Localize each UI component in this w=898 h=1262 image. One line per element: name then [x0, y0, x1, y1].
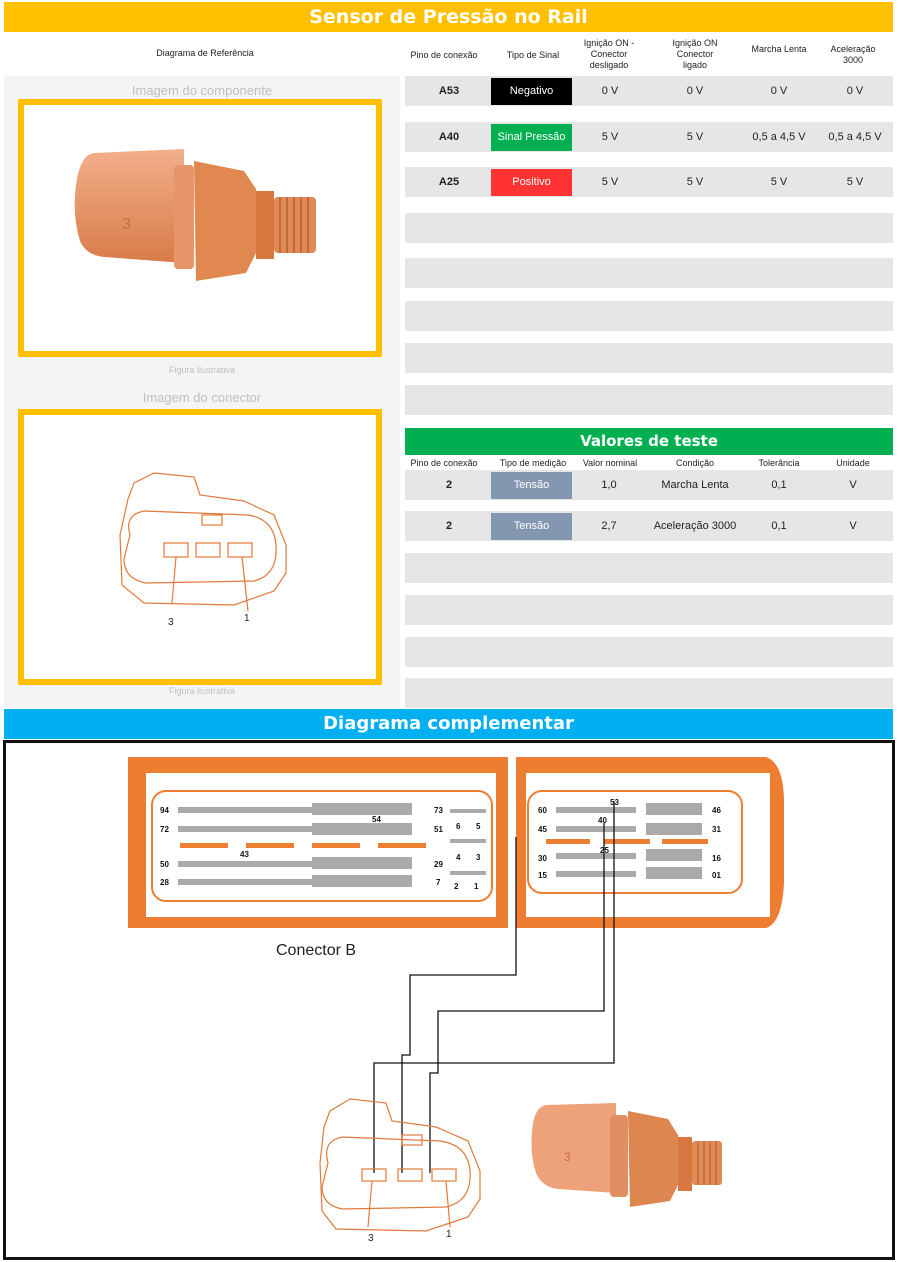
- ecu-pin-50: 50: [160, 860, 169, 869]
- test-header-unit: Unidade: [836, 458, 870, 468]
- ecu-pin-5: 5: [476, 822, 481, 831]
- ecu-pin-1: 1: [474, 882, 479, 891]
- header-ign-on: Ignição ON Conector ligado: [672, 38, 718, 70]
- signal-badge: Sinal Pressão: [491, 124, 572, 151]
- ecu-pin-53: 53: [610, 798, 619, 807]
- condition-cell: Marcha Lenta: [661, 479, 729, 491]
- accel-cell: 5 V: [846, 176, 864, 188]
- component-image-frame: [18, 99, 382, 357]
- test-row: [405, 470, 893, 500]
- ecu-pin-40: 40: [598, 816, 607, 825]
- unit-cell: V: [849, 520, 857, 532]
- test-header-pin: Pino de conexão: [410, 458, 478, 468]
- idle-cell: 5 V: [770, 176, 788, 188]
- ecu-pin-45: 45: [538, 825, 547, 834]
- ign-on-cell: 0 V: [686, 85, 704, 97]
- ecu-pin-54: 54: [372, 815, 381, 824]
- header-accel: Aceleração 3000: [830, 44, 876, 65]
- connector-b-label: Conector B: [276, 942, 357, 959]
- ecu-pin-15: 15: [538, 871, 547, 880]
- header-signal-type: Tipo de Sinal: [506, 50, 560, 60]
- ecu-pin-46: 46: [712, 806, 721, 815]
- empty-row: [405, 595, 893, 625]
- header-diagram-ref: Diagrama de Referência: [156, 48, 254, 58]
- connector-drawing: [24, 415, 376, 679]
- pin-cell: A53: [438, 85, 460, 97]
- header-pin: Pino de conexão: [410, 50, 478, 60]
- ign-on-cell: 5 V: [686, 176, 704, 188]
- ecu-pin-51: 51: [434, 825, 443, 834]
- ecu-pin-01: 01: [712, 871, 721, 880]
- ecu-pin-3: 3: [476, 853, 481, 862]
- ign-on-cell: 5 V: [686, 131, 704, 143]
- ecu-pin-4: 4: [456, 853, 461, 862]
- ign-off-cell: 5 V: [601, 176, 619, 188]
- ecu-pin-2: 2: [454, 882, 459, 891]
- ecu-pin-7: 7: [436, 878, 441, 887]
- ecu-pin-94: 94: [160, 806, 169, 815]
- test-header-nominal: Valor nominal: [582, 458, 638, 468]
- test-header-tolerance: Tolerância: [758, 458, 800, 468]
- page-title: Sensor de Pressão no Rail: [4, 2, 893, 32]
- pin-cell: A40: [438, 131, 460, 143]
- ecu-pin-60: 60: [538, 806, 547, 815]
- accel-cell: 0,5 a 4,5 V: [828, 131, 882, 143]
- signal-badge: Negativo: [491, 78, 572, 105]
- header-idle: Marcha Lenta: [751, 44, 807, 54]
- empty-row: [405, 678, 893, 708]
- connector-pin-1-label: 1: [244, 613, 250, 624]
- pin-row: [405, 167, 893, 197]
- connector-pin-3-label: 3: [168, 617, 174, 628]
- test-row: [405, 511, 893, 541]
- ecu-pin-16: 16: [712, 854, 721, 863]
- empty-row: [405, 301, 893, 331]
- connector-caption: Imagem do conector: [142, 390, 262, 405]
- connector-figure-caption: Figura ilustrativa: [168, 686, 236, 696]
- ecu-pin-6: 6: [456, 822, 461, 831]
- test-header-type: Tipo de medição: [499, 458, 567, 468]
- test-pin-cell: 2: [445, 479, 453, 491]
- connector-image-frame: [18, 409, 382, 685]
- empty-row: [405, 385, 893, 415]
- test-pin-cell: 2: [445, 520, 453, 532]
- nominal-cell: 1,0: [601, 479, 617, 491]
- test-header-condition: Condição: [675, 458, 715, 468]
- sensor-photo: [532, 1103, 723, 1207]
- nominal-cell: 2,7: [601, 520, 617, 532]
- ecu-pin-29: 29: [434, 860, 443, 869]
- ecu-pin-25: 25: [600, 846, 609, 855]
- component-figure-caption: Figura ilustrativa: [168, 365, 236, 375]
- ign-off-cell: 5 V: [601, 131, 619, 143]
- test-values-title: Valores de teste: [405, 428, 893, 455]
- svg-text:3: 3: [564, 1150, 571, 1164]
- accel-cell: 0 V: [846, 85, 864, 97]
- idle-cell: 0 V: [770, 85, 788, 97]
- wiring-diagram: [3, 740, 895, 1260]
- empty-row: [405, 553, 893, 583]
- signal-badge: Positivo: [491, 169, 572, 196]
- pin-row: [405, 76, 893, 106]
- header-ign-off: Ignição ON - Conector desligado: [583, 38, 635, 70]
- tolerance-cell: 0,1: [771, 479, 787, 491]
- ecu-pin-30: 30: [538, 854, 547, 863]
- svg-text:3: 3: [122, 216, 131, 233]
- pressure-sensor-image: [24, 105, 376, 351]
- pin-row: [405, 122, 893, 152]
- measurement-badge: Tensão: [491, 513, 572, 540]
- wiring-diagram-svg: [6, 743, 892, 1257]
- empty-row: [405, 258, 893, 288]
- condition-cell: Aceleração 3000: [653, 520, 737, 532]
- pin-cell: A25: [438, 176, 460, 188]
- empty-row: [405, 343, 893, 373]
- measurement-badge: Tensão: [491, 472, 572, 499]
- ecu-pin-28: 28: [160, 878, 169, 887]
- component-caption: Imagem do componente: [131, 83, 273, 98]
- diagram-title: Diagrama complementar: [4, 709, 893, 739]
- empty-row: [405, 213, 893, 243]
- idle-cell: 0,5 a 4,5 V: [752, 131, 806, 143]
- sensor-pin-3-label: 3: [368, 1233, 374, 1244]
- ign-off-cell: 0 V: [601, 85, 619, 97]
- ecu-pin-43: 43: [240, 850, 249, 859]
- ecu-pin-31: 31: [712, 825, 721, 834]
- ecu-pin-73: 73: [434, 806, 443, 815]
- tolerance-cell: 0,1: [771, 520, 787, 532]
- ecu-pin-72: 72: [160, 825, 169, 834]
- unit-cell: V: [849, 479, 857, 491]
- empty-row: [405, 637, 893, 667]
- sensor-pin-1-label: 1: [446, 1229, 452, 1240]
